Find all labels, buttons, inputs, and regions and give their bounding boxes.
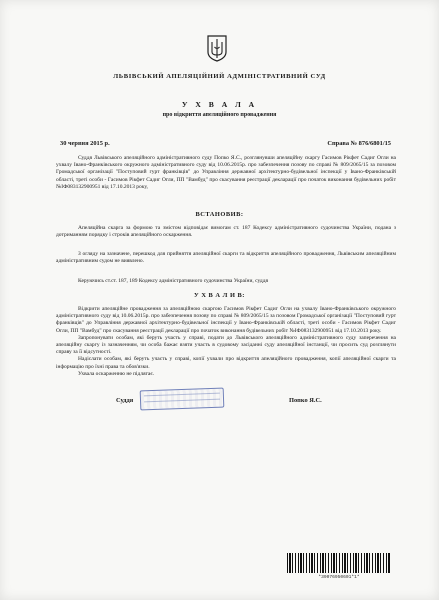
court-name: ЛЬВІВСЬКИЙ АПЕЛЯЦІЙНИЙ АДМІНІСТРАТИВНИЙ СУД <box>113 73 326 80</box>
established-block <box>56 225 396 239</box>
document-subtitle: про відкриття апеляційного провадження <box>162 112 277 118</box>
no-obstacles-block <box>56 251 396 265</box>
legal-basis-paragraph: Керуючись ст.ст. 187, 189 Кодексу адміністративного судочинства України, суддя <box>78 278 269 284</box>
date-case-line <box>60 140 391 147</box>
no-obstacles-paragraph: З огляду на зазначене, перешкод для прийняття апеляційної скарги та відкриття апеляційного провадження, Львівським апеляційним адміністративним судом не виявлено. <box>56 251 396 265</box>
ruling-paragraph-2: Запропонувати особам, які беруть участь у справі, подати до Львівського апеляційного адміністративного суду заперечення на апеляційну скаргу із зазначенням, чи особа бажає взяти участь в судовому засіданні суду апеляційної інстанції, чи просить суд розглянути справу за її відсутності. <box>56 334 396 356</box>
signature-label: Суддя <box>116 397 134 404</box>
ruling-block <box>56 306 396 378</box>
legal-basis-block <box>56 278 396 285</box>
document-date: 30 червня 2015 р. <box>60 140 110 147</box>
court-stamp <box>140 388 225 411</box>
signature-name: Попко Я.С. <box>289 397 322 404</box>
barcode <box>287 553 391 573</box>
heading-ruled: У Х В А Л И В: <box>194 292 245 299</box>
barcode-text: *39076950601*1* <box>318 575 360 580</box>
ruling-paragraph-3: Надіслати особам, які беруть участь у справі, копії ухвали про відкриття апеляційного провадження, копії апеляційної скарги та інформацію про їхні права та обов'язки. <box>56 356 396 370</box>
heading-established: ВСТАНОВИВ: <box>195 211 244 218</box>
document-title: У Х В А Л А <box>181 100 258 109</box>
trident-emblem-icon <box>206 34 228 62</box>
intro-paragraph: Суддя Львівського апеляційного адміністративного суду Попко Я.С., розглянувши апеляційну скаргу Гасимов Рікфет Садиг Огли на ухвалу Івано-Франківського окружного адміністративного суду від 10.06.2015р. про забезпечення позову по справі № 809/2065/15 за позовом Громадської організації "Поступовий гурт франківців" до Управління державної архітектурно-будівельної інспекції у Івано-Франківській області, треті особи - Гасимов Рікфет Садиг Огли, ПП "Вамбуд" про скасування реєстрації декларації про початок виконання будівельних робіт №ІФ083132900951 від 17.10.2013 року, <box>56 155 396 190</box>
ruling-paragraph-4: Ухвала оскарженню не підлягає. <box>78 370 155 377</box>
case-number: Справа № 876/6801/15 <box>327 140 391 147</box>
established-paragraph: Апеляційна скарга за формою та змістом відповідає вимогам ст. 187 Кодексу адміністративного судочинства України, подана з дотриманням порядку і строків апеляційного оскарження. <box>56 225 396 239</box>
intro-block <box>56 155 396 191</box>
ruling-paragraph-1: Відкрити апеляційне провадження за апеляційною скаргою Гасимов Рікфет Садиг Огли на ухвалу Івано-Франківського окружного адміністративного суду від 10.06.2015р. про забезпечення позову по справі № 809/2065/15 за позовом Громадської організації "Поступовий гурт франківців" до Управління державної архітектурно-будівельної інспекції у Івано-Франківській області, треті особи - Гасимов Рікфет Садиг Огли, ПП "Вамбуд" про скасування реєстрації декларації про початок виконання будівельних робіт №ІФ083132900951 від 17.10.2013 року. <box>56 306 396 334</box>
